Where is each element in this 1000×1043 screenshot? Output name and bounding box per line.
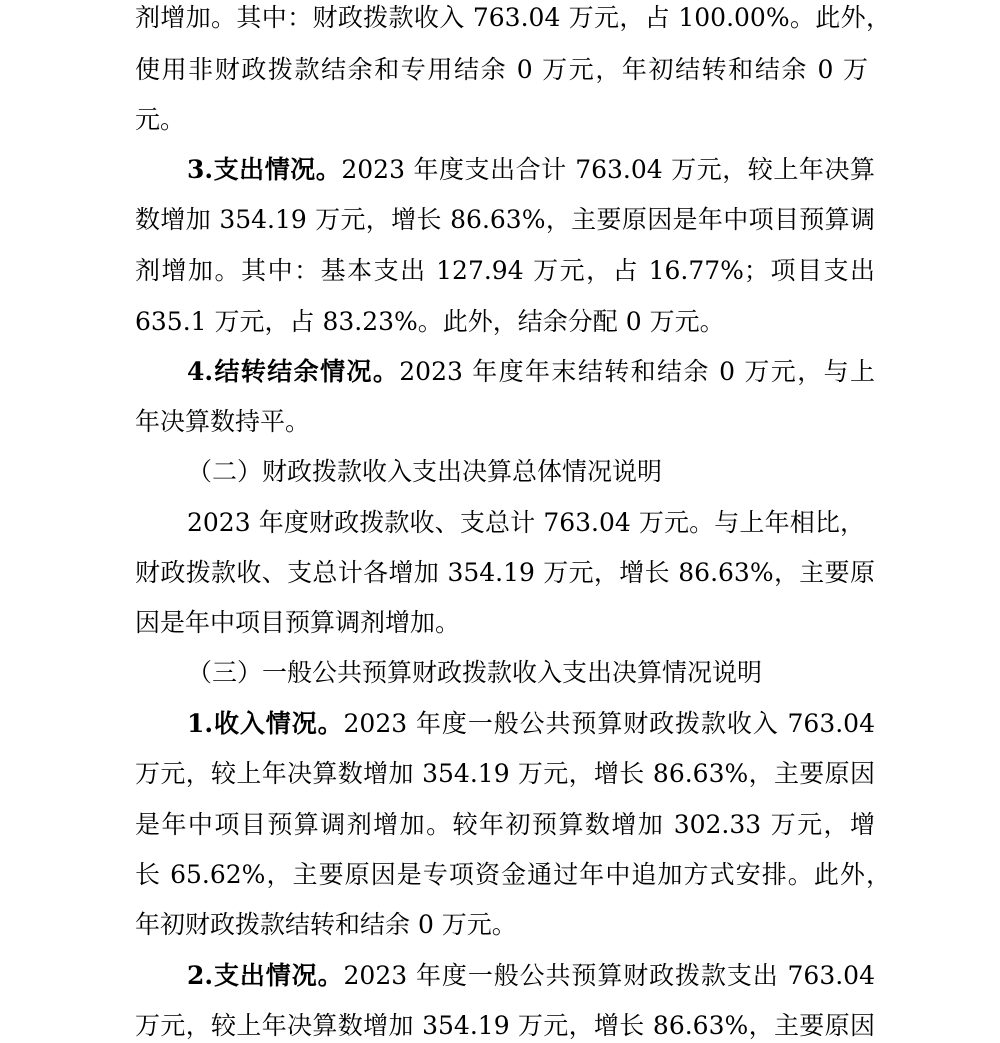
body-text: 2023 年度年末结转和结余 0 万元，与上 xyxy=(399,357,875,386)
body-text-line: 使用非财政拨款结余和专用结余 0 万元，年初结转和结余 0 万 xyxy=(135,55,868,84)
body-text-line: 剂增加。其中：基本支出 127.94 万元，占 16.77%；项目支出 xyxy=(135,256,875,285)
section-heading: 4.结转结余情况。 xyxy=(187,357,400,386)
body-text-line: 元。 xyxy=(135,105,186,134)
body-text-line: 数增加 354.19 万元，增长 86.63%，主要原因是年中项目预算调 xyxy=(135,205,875,234)
body-text-line: 万元，较上年决算数增加 354.19 万元，增长 86.63%，主要原因 xyxy=(135,759,875,788)
paragraph-first-line xyxy=(187,959,875,993)
section-heading: 3.支出情况。 xyxy=(187,155,342,184)
paragraph-first-line: 2023 年度财政拨款收、支总计 763.04 万元。与上年相比， xyxy=(187,508,865,537)
section-title: （二）财政拨款收入支出决算总体情况说明 xyxy=(187,457,663,486)
section-title: （三）一般公共预算财政拨款收入支出决算情况说明 xyxy=(187,658,763,687)
section-heading: 2.支出情况。 xyxy=(187,961,344,990)
body-text: 2023 年度支出合计 763.04 万元，较上年决算 xyxy=(341,155,875,184)
body-text-line: 万元，较上年决算数增加 354.19 万元，增长 86.63%，主要原因 xyxy=(135,1011,875,1040)
body-text-line: 剂增加。其中：财政拨款收入 763.04 万元，占 100.00%。此外， xyxy=(135,3,891,32)
body-text-line: 635.1 万元，占 83.23%。此外，结余分配 0 万元。 xyxy=(135,307,725,336)
body-text: 2023 年度一般公共预算财政拨款收入 763.04 xyxy=(343,709,875,738)
paragraph-first-line xyxy=(187,153,875,187)
body-text-line: 是年中项目预算调剂增加。较年初预算数增加 302.33 万元，增 xyxy=(135,810,875,839)
body-text-line: 财政拨款收、支总计各增加 354.19 万元，增长 86.63%，主要原 xyxy=(135,558,875,587)
body-text-line: 长 65.62%，主要原因是专项资金通过年中追加方式安排。此外， xyxy=(135,860,891,889)
body-text-line: 年初财政拨款结转和结余 0 万元。 xyxy=(135,910,517,939)
body-text: 2023 年度一般公共预算财政拨款支出 763.04 xyxy=(343,961,875,990)
paragraph-first-line xyxy=(187,707,875,741)
body-text-line: 年决算数持平。 xyxy=(135,407,311,436)
paragraph-first-line xyxy=(187,355,875,389)
section-heading: 1.收入情况。 xyxy=(187,709,344,738)
body-text-line: 因是年中项目预算调剂增加。 xyxy=(135,608,461,637)
